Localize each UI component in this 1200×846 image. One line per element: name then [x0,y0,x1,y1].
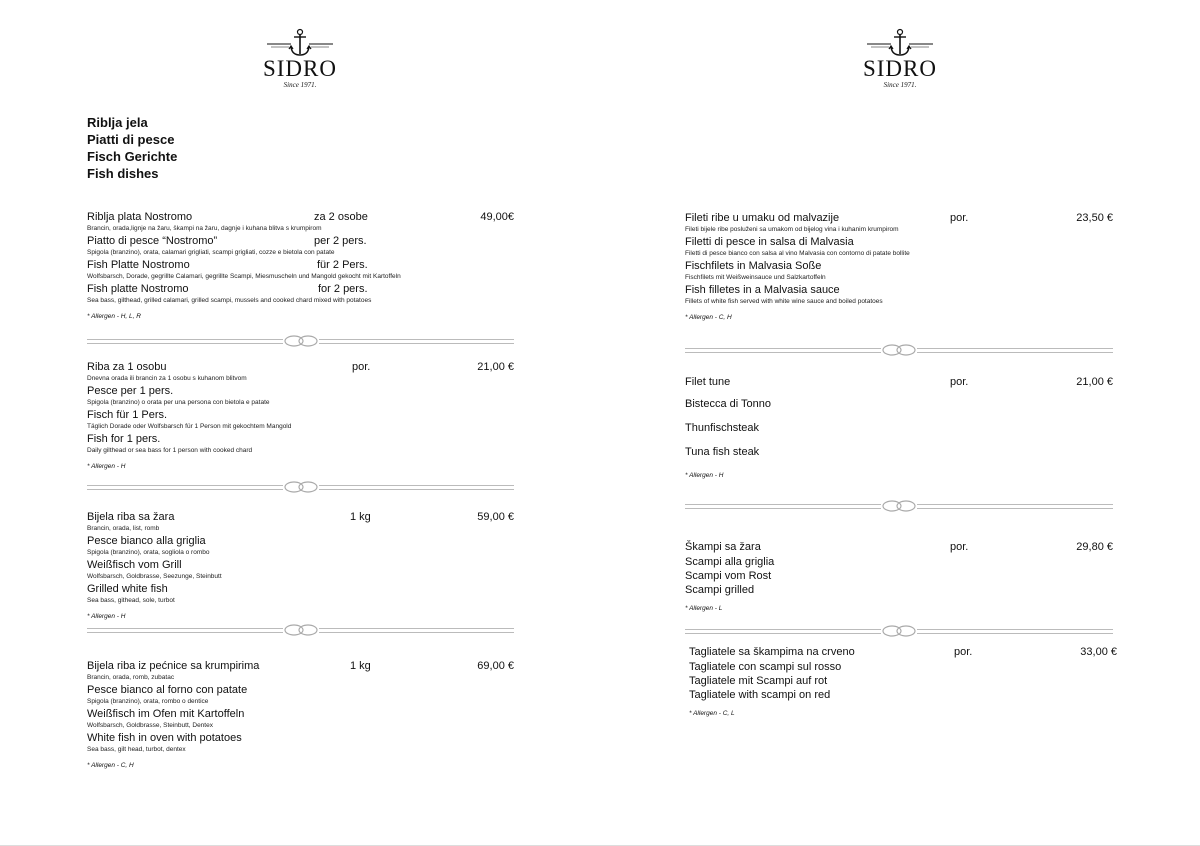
dish-name-translation: Weißfisch im Ofen mit Kartoffeln [87,708,245,720]
allergen-note: * Allergen - H [685,472,724,479]
heading-line: Piatti di pesce [87,132,175,147]
dish-name-translation: Tagliatele mit Scampi auf rot [689,675,828,687]
dish-quantity: 1 kg [350,660,371,672]
dish-name-translation: Tuna fish steak [685,446,760,458]
dish-description: Brancin, orada,lignje na žaru, škampi na žaru, dagnje i kuhana blitva s krumpirom [87,225,322,232]
rope-divider [685,625,1113,637]
dish-name-translation: Fish for 1 pers. [87,433,161,445]
dish-price: 33,00 € [1080,646,1117,658]
dish-name-translation: Tagliatele with scampi on red [689,689,831,701]
allergen-note: * Allergen - H [87,613,126,620]
dish-name-translation: Fischfilets in Malvasia Soße [685,260,822,272]
dish-description: Dnevna orada ili brancin za 1 osobu s kuhanom blitvom [87,375,247,382]
dish-price: 21,00 € [1076,376,1113,388]
dish-price: 69,00 € [477,660,514,672]
heading-line: Fish dishes [87,166,159,181]
dish-name-translation: Fish Platte Nostromo [87,259,190,271]
dish-name-translation: Tagliatele con scampi sul rosso [689,661,842,673]
allergen-note: * Allergen - C, H [685,314,732,321]
dish-price: 49,00€ [480,211,514,223]
dish-description: Brancin, orada, list, romb [87,525,160,532]
rope-divider [685,344,1113,356]
dish-name-translation: Pesce per 1 pers. [87,385,174,397]
dish-description: Spigola (branzino) o orata per una persona con bietola e patate [87,399,270,406]
dish-name-translation: Filetti di pesce in salsa di Malvasia [685,236,854,248]
knot-icon [283,480,319,494]
dish-description: Fillets of white fish served with white wine sauce and boiled potatoes [685,298,883,305]
dish-name: Tagliatele sa škampima na crveno [689,646,855,658]
allergen-note: * Allergen - C, L [689,710,735,717]
menu-item [685,210,1113,322]
dish-quantity: por. [352,361,371,373]
knot-icon [881,499,917,513]
menu-heading [87,114,177,182]
dish-name-translation: Weißfisch vom Grill [87,559,182,571]
rope-divider [87,481,514,493]
dish-name-translation: Piatto di pesce “Nostromo” [87,235,218,247]
dish-quantity: por. [954,646,973,658]
dish-name: Filet tune [685,376,731,388]
menu-item [685,374,1113,480]
dish-quantity: 1 kg [350,511,371,523]
dish-price: 21,00 € [477,361,514,373]
dish-price: 29,80 € [1076,541,1113,553]
anchor-icon [265,28,335,58]
dish-name-translation: Scampi vom Rost [685,570,772,582]
allergen-note: * Allergen - H [87,463,126,470]
logo-name: SIDRO [862,56,937,81]
dish-quantity: por. [950,376,969,388]
dish-name-translation: White fish in oven with potatoes [87,732,242,744]
menu-item [87,658,514,770]
allergen-note: * Allergen - H, L, R [87,313,141,320]
rope-divider [87,624,514,636]
dish-description: Spigola (branzino), orata, calamari grigliati, scampi grigliati, cozze e bietola con patate [87,249,335,256]
allergen-note: * Allergen - C, H [87,762,134,769]
sidro-logo [0,28,600,89]
anchor-icon [865,28,935,58]
dish-description: Täglich Dorade oder Wolfsbarsch für 1 Person mit gekochtem Mangold [87,423,292,430]
menu-item [87,209,514,321]
dish-price: 23,50 € [1076,212,1113,224]
dish-quantity: for 2 pers. [318,283,368,295]
dish-name: Riba za 1 osobu [87,361,167,373]
dish-description: Wolfsbarsch, Goldbrasse, Steinbutt, Dentex [87,722,213,729]
dish-quantity: za 2 osobe [314,211,368,223]
dish-description: Sea bass, githead, sole, turbot [87,597,175,604]
dish-name-translation: Pesce bianco alla griglia [87,535,206,547]
dish-name: Škampi sa žara [685,541,761,553]
dish-description: Spigola (branzino), orata, rombo o dentice [87,698,209,705]
dish-description: Daily gilthead or sea bass for 1 person with cooked chard [87,447,253,454]
rope-divider [685,500,1113,512]
dish-description: Wolfsbarsch, Dorade, gegrillte Calamari, gegrillte Scampi, Miesmuscheln und Mangold gekocht mit Kartoffeln [87,273,401,280]
dish-quantity: por. [950,541,969,553]
dish-name-translation: Thunfischsteak [685,422,759,434]
dish-quantity: per 2 pers. [314,235,367,247]
heading-line: Fisch Gerichte [87,149,178,164]
menu-item [87,359,514,471]
menu-page-right [600,0,1200,846]
dish-description: Filetti di pesce bianco con salsa al vino Malvasia con contorno di patate bollite [685,250,910,257]
allergen-note: * Allergen - L [685,605,723,612]
dish-name-translation: Scampi grilled [685,584,755,596]
dish-description: Spigola (branzino), orata, sogliola o rombo [87,549,210,556]
knot-icon [283,334,319,348]
knot-icon [881,624,917,638]
rope-divider [87,335,514,347]
knot-icon [283,623,319,637]
dish-description: Fischfilets mit Weißweinsauce und Salzkartoffeln [685,274,826,281]
dish-quantity: für 2 Pers. [317,259,368,271]
dish-description: Wolfsbarsch, Goldbrasse, Seezunge, Steinbutt [87,573,222,580]
logo-since: Since 1971. [883,81,917,89]
dish-name-translation: Fisch für 1 Pers. [87,409,168,421]
dish-name-translation: Scampi alla griglia [685,556,775,568]
knot-icon [881,343,917,357]
dish-description: Sea bass, gilt head, turbot, dentex [87,746,186,753]
dish-description: Sea bass, gilthead, grilled calamari, grilled scampi, mussels and cooked chard mixed with potatoes [87,297,372,304]
sidro-logo [600,28,1200,89]
dish-name-translation: Pesce bianco al forno con patate [87,684,248,696]
dish-name: Bijela riba iz pećnice sa krumpirima [87,660,260,672]
dish-name: Bijela riba sa žara [87,511,175,523]
dish-name-translation: Bistecca di Tonno [685,398,772,410]
logo-since: Since 1971. [283,81,317,89]
heading-line: Riblja jela [87,115,148,130]
dish-quantity: por. [950,212,969,224]
logo-name: SIDRO [262,56,337,81]
menu-item [685,539,1113,613]
menu-item [87,509,514,621]
dish-description: Fileti bijele ribe posluženi sa umakom od bijelog vina i kuhanim krumpirom [685,226,899,233]
dish-name: Fileti ribe u umaku od malvazije [685,212,840,224]
dish-price: 59,00 € [477,511,514,523]
dish-name-translation: Grilled white fish [87,583,168,595]
menu-item [689,644,1117,718]
dish-name: Riblja plata Nostromo [87,211,193,223]
dish-name-translation: Fish filletes in a Malvasia sauce [685,284,840,296]
dish-name-translation: Fish platte Nostromo [87,283,189,295]
dish-description: Brancin, orada, romb, zubatac [87,674,175,681]
